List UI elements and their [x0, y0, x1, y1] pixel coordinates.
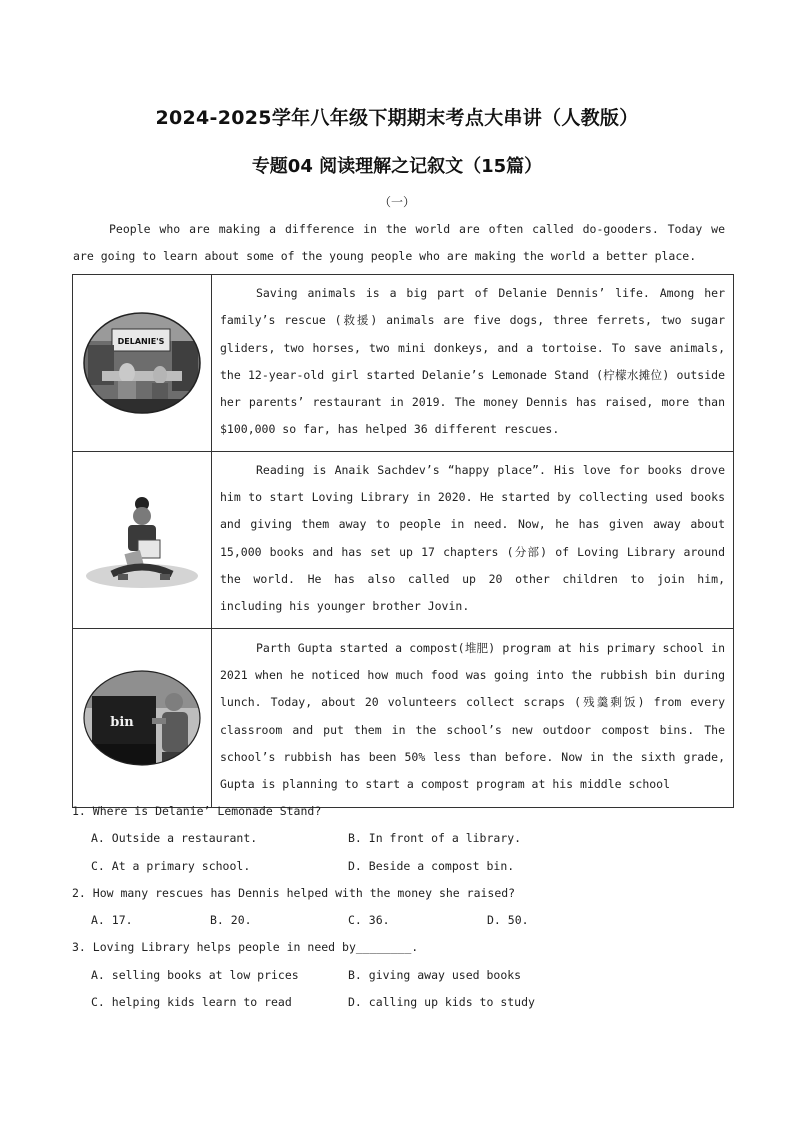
option-a[interactable]: A. selling books at low prices — [91, 967, 299, 982]
photo-cell — [73, 275, 212, 452]
option-a[interactable]: A. Outside a restaurant. — [91, 831, 258, 846]
option-d[interactable]: D. Beside a compost bin. — [348, 858, 515, 873]
passage-parth: Parth Gupta started a compost(堆肥) program at his primary school in 2021 when he noticed how much food was going into the rubbish bin during lunch. Today, about 20 volunteers collect scraps (残羹剩饭) from every classroom and put them in the school’s new outdoor compost bins. The school’s rubbish has been 50% less than before. Now in the sixth grade, Gupta is planning to start a compost program at his middle school — [212, 628, 734, 807]
option-d[interactable]: D. calling up kids to study — [348, 995, 535, 1010]
parth-compost-bin-photo — [82, 668, 202, 768]
option-d[interactable]: D. 50. — [487, 913, 529, 928]
option-row — [72, 907, 752, 934]
option-b[interactable]: B. 20. — [210, 913, 252, 928]
option-a[interactable]: A. 17. — [91, 913, 133, 928]
photo-cell — [73, 451, 212, 628]
question-stem: 3. Loving Library helps people in need by________. — [72, 940, 419, 955]
question-list — [72, 798, 752, 1016]
option-row — [72, 825, 752, 852]
intro-paragraph: People who are making a difference in the world are often called do-gooders. Today we are going to learn about some of the young people who are making the world a better place. — [73, 222, 725, 263]
option-c[interactable]: C. 36. — [348, 913, 390, 928]
option-row — [72, 989, 752, 1016]
passage-anaik: Reading is Anaik Sachdev’s “happy place”. His love for books drove him to start Loving Library in 2020. He started by collecting used books and giving them away to people in need. Now, he has given away about 15,000 books and has set up 17 chapters (分部) of Loving Library around the world. He has also called up 20 other children to join him, including his younger brother Jovin. — [212, 451, 734, 628]
passage-delanie: Saving animals is a big part of Delanie Dennis’ life. Among her family’s rescue (救援) animals are five dogs, three ferrets, two sugar gliders, two horses, two mini donkeys, and a tortoise. To save animals, the 12-year-old girl started Delanie’s Lemonade Stand (柠檬水摊位) outside her parents’ restaurant in 2019. The money Dennis has raised, more than $100,000 so far, has helped 36 different rescues. — [212, 275, 734, 452]
anaik-reading-photo — [82, 490, 202, 590]
photo-cell — [73, 628, 212, 807]
document-subtitle: 专题04 阅读理解之记叙文（15篇） — [251, 156, 543, 177]
section-number: （一） — [378, 195, 415, 209]
question-stem: 1. Where is Delanie’ Lemonade Stand? — [72, 804, 322, 818]
option-c[interactable]: C. At a primary school. — [91, 858, 251, 873]
delanie-lemonade-stand-photo — [82, 311, 202, 415]
passage-row — [73, 275, 734, 452]
option-row — [72, 853, 752, 880]
option-b[interactable]: B. In front of a library. — [348, 831, 522, 846]
photo-sign-label: DELANIE'S — [117, 336, 165, 346]
option-b[interactable]: B. giving away used books — [348, 967, 522, 982]
photo-bin-label: bin — [110, 714, 134, 730]
option-c[interactable]: C. helping kids learn to read — [91, 995, 292, 1010]
question-stem: 2. How many rescues has Dennis helped with the money she raised? — [72, 885, 516, 900]
passage-table — [72, 274, 734, 808]
passage-row — [73, 451, 734, 628]
document-title: 2024-2025学年八年级下期期末考点大串讲（人教版） — [155, 107, 639, 129]
option-row — [72, 962, 752, 989]
passage-row — [73, 628, 734, 807]
